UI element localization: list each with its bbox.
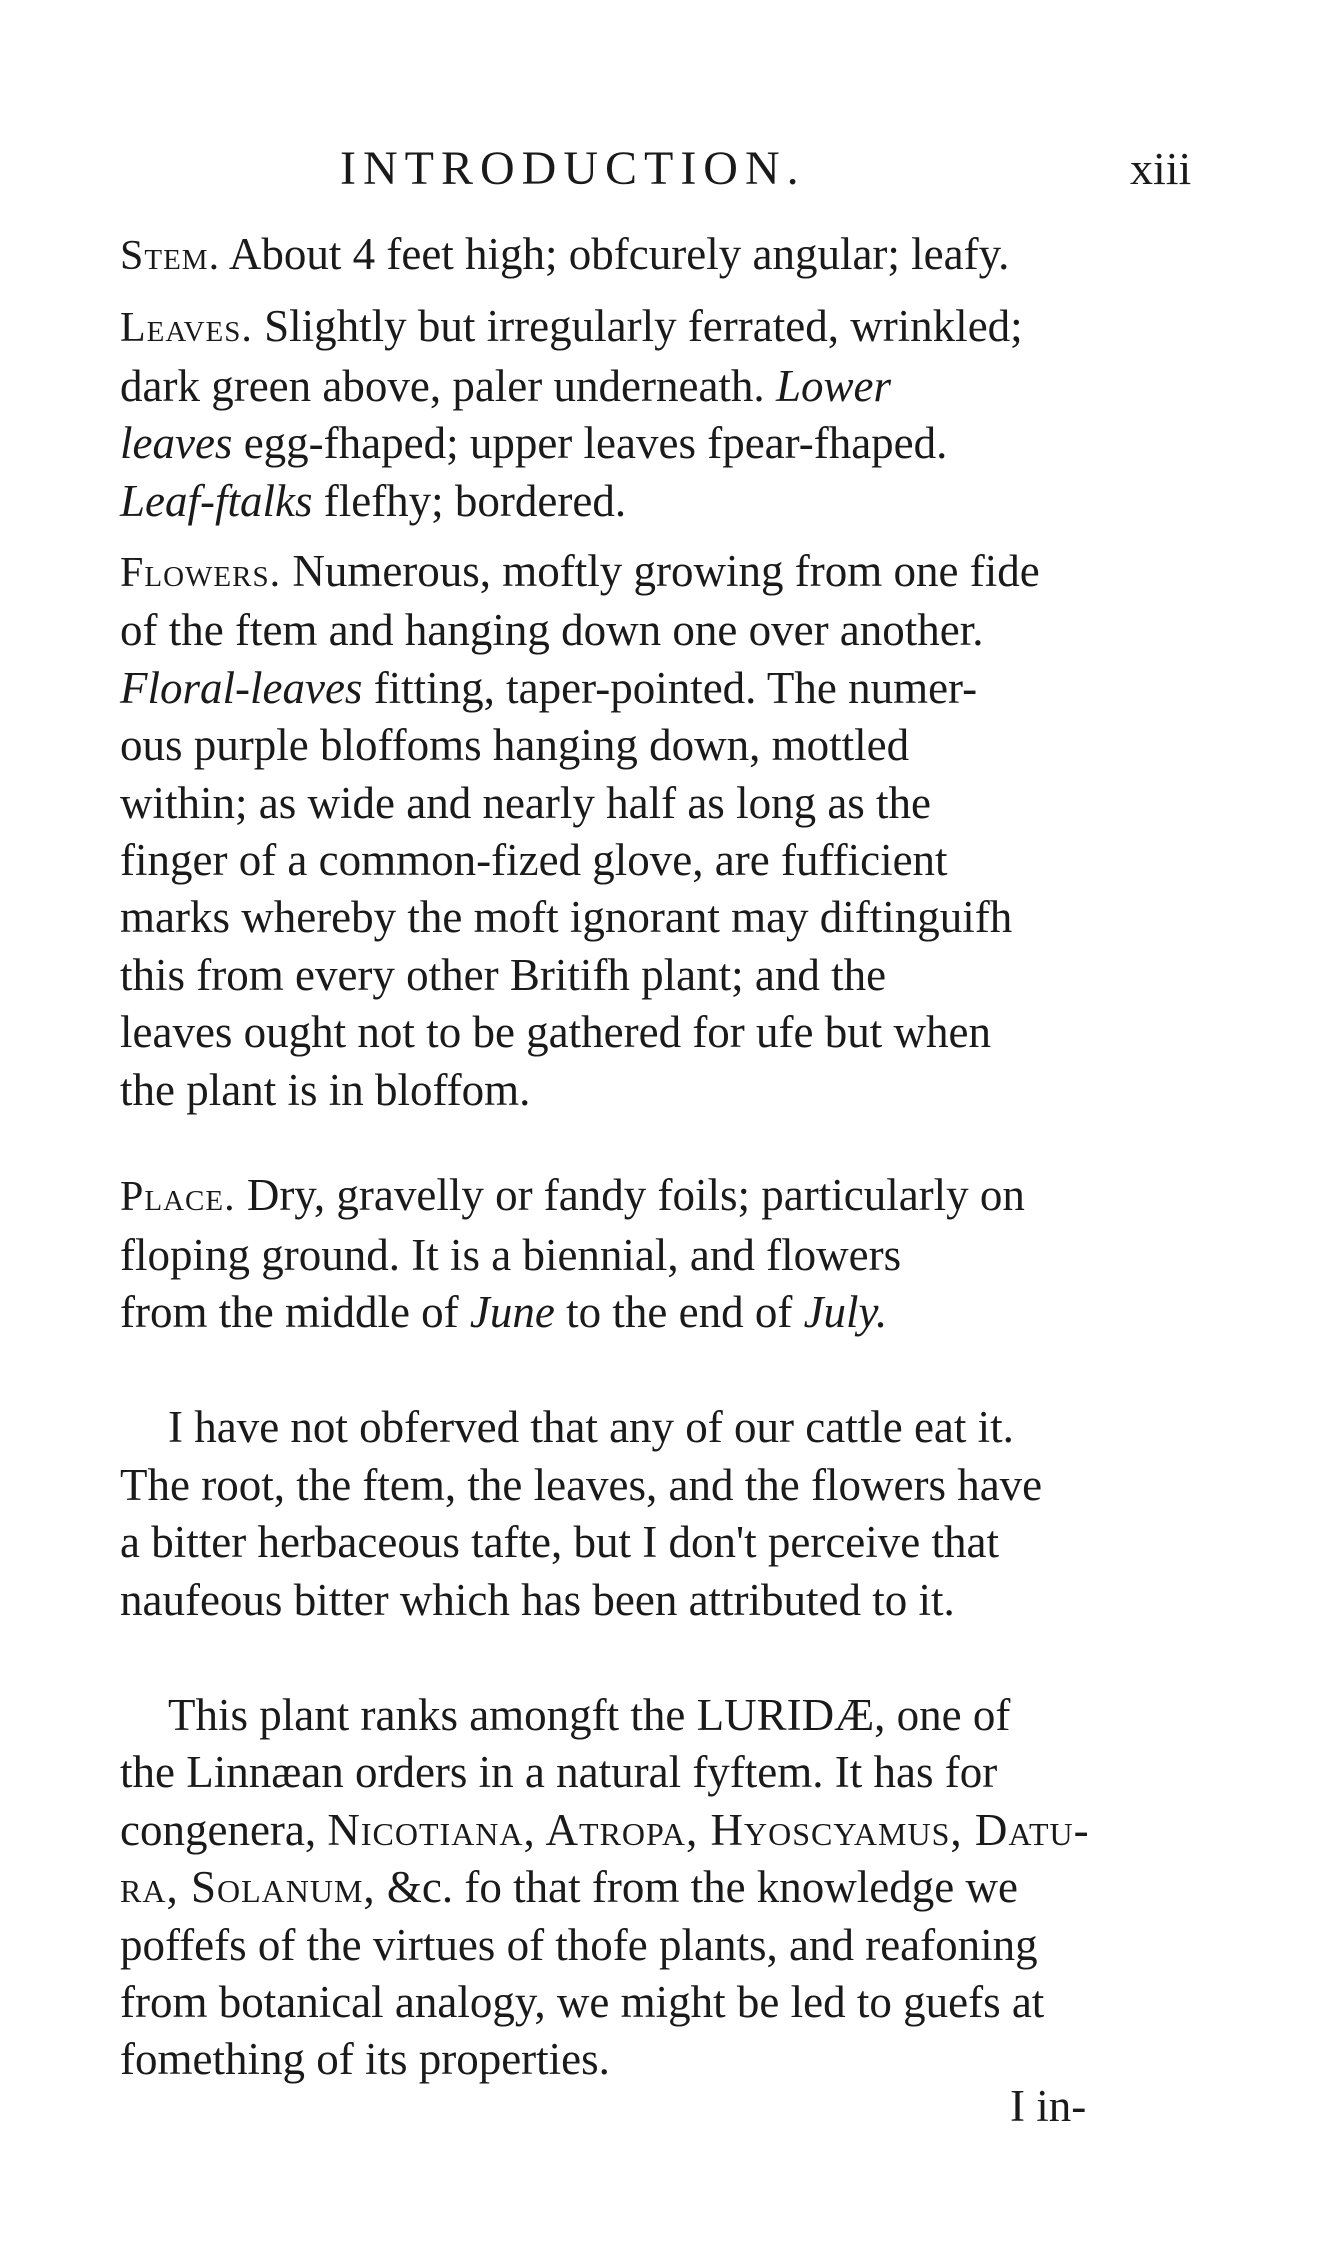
entry-stem	[120, 226, 1160, 285]
page-body	[120, 226, 1160, 2089]
entry-text: ous purple bloffoms hanging down, mottled	[120, 720, 910, 771]
entry-italic: leaves	[120, 418, 233, 469]
entry-italic: July.	[803, 1286, 888, 1337]
paragraph-line: a bitter herbaceous tafte, but I don't perceive that	[120, 1517, 999, 1568]
entry-italic: Floral-leaves	[120, 662, 363, 713]
paragraph-line: This plant ranks amongft the	[168, 1689, 686, 1740]
genera-list: ra, Solanum,	[120, 1862, 376, 1913]
entry-leaves	[120, 298, 1160, 530]
paragraph-line: congenera,	[120, 1804, 317, 1855]
entry-text: this from every other Britifh plant; and the	[120, 949, 887, 1000]
entry-text: egg-fhaped; upper leaves fpear-fhaped.	[243, 418, 948, 469]
entry-label: Flowers.	[120, 550, 282, 597]
paragraph-line: &c. fo that from the knowledge we	[386, 1862, 1018, 1913]
entry-text: Numerous, moftly growing from one fide	[292, 546, 1040, 597]
entry-label: Stem.	[120, 233, 221, 279]
page-header	[0, 134, 1324, 204]
entry-text: to the end of	[566, 1286, 793, 1337]
paragraph-line: I have not obferved that any of our cattle eat it.	[168, 1402, 1014, 1453]
entry-text: from the middle of	[120, 1286, 459, 1337]
entry-place	[120, 1167, 1160, 1341]
catchword: I in-	[1010, 2081, 1087, 2131]
entry-label: Place.	[120, 1174, 236, 1221]
paragraph-cattle	[120, 1399, 1160, 1629]
entry-text: Dry, gravelly or fandy foils; particularly on	[246, 1170, 1025, 1221]
entry-text: dark green above, paler underneath.	[120, 360, 765, 411]
entry-text: within; as wide and nearly half as long as the	[120, 777, 932, 828]
entry-text: fitting, taper-pointed. The numer-	[373, 662, 978, 713]
entry-text: of the ftem and hanging down one over another.	[120, 605, 984, 656]
entry-text: the plant is in bloffom.	[120, 1064, 531, 1115]
entry-text: Slightly but irregularly ferrated, wrinkled;	[264, 301, 1023, 352]
paragraph-line: one of	[896, 1689, 1011, 1740]
entry-italic: Leaf-ftalks	[120, 475, 313, 526]
running-head: INTRODUCTION.	[340, 142, 806, 195]
entry-flowers	[120, 543, 1160, 1119]
page-number: xiii	[1130, 143, 1192, 194]
paragraph-luridae	[120, 1687, 1160, 2089]
entry-text: About 4 feet high; obfcurely angular; leafy.	[228, 229, 1010, 279]
entry-label: Leaves.	[120, 305, 253, 352]
entry-text: leaves ought not to be gathered for ufe but when	[120, 1007, 991, 1058]
entry-italic: June	[469, 1286, 555, 1337]
entry-text: flefhy; bordered.	[323, 475, 627, 526]
paragraph-line: the Linnæan orders in a natural fyftem. It has for	[120, 1747, 998, 1798]
entry-italic: Lower	[775, 360, 891, 411]
paragraph-line: fomething of its properties.	[120, 2034, 610, 2085]
paragraph-line: from botanical analogy, we might be led to guefs at	[120, 1976, 1045, 2027]
entry-text: marks whereby the moft ignorant may diftinguifh	[120, 892, 1013, 943]
entry-text: floping ground. It is a biennial, and flowers	[120, 1229, 902, 1280]
entry-text: finger of a common-fized glove, are fufficient	[120, 835, 948, 886]
genera-list: Nicotiana, Atropa, Hyoscyamus, Datu-	[327, 1804, 1090, 1855]
paragraph-line: The root, the ftem, the leaves, and the flowers have	[120, 1459, 1043, 1510]
paragraph-line: poffefs of the virtues of thofe plants, and reafoning	[120, 1919, 1038, 1970]
paragraph-line: naufeous bitter which has been attributed to it.	[120, 1574, 955, 1625]
order-name: LURIDÆ,	[696, 1689, 886, 1740]
